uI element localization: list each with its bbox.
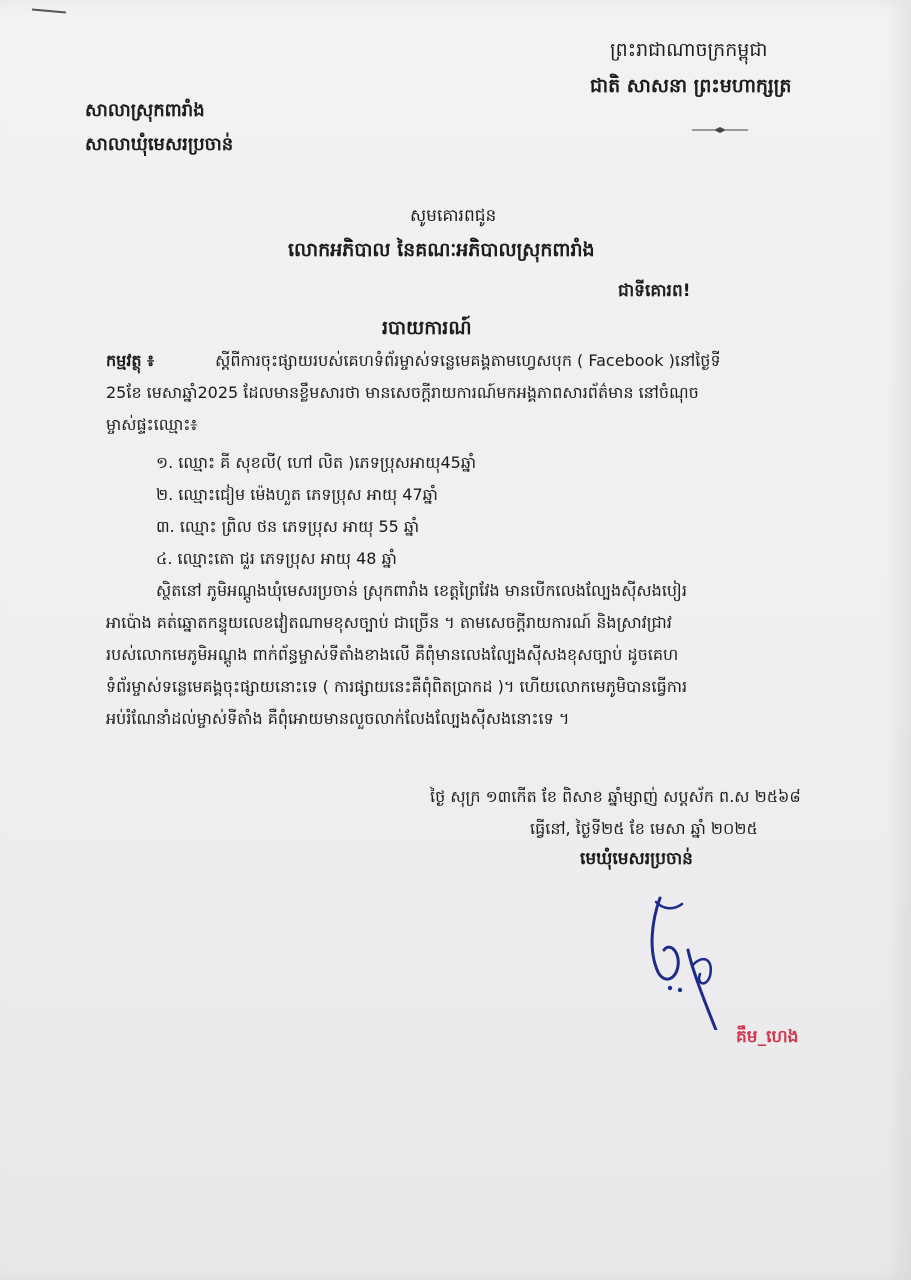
commune-office: សាលាឃុំមេសរប្រចាន់ xyxy=(85,134,234,155)
recipient-suffix: ជាទីគោរព! xyxy=(618,281,691,301)
body-paragraph-line: អប់រំណែនាំដល់ម្ចាស់ទីតាំង គឺពុំអោយមានលួចលាក់លែងល្បែងស៊ីសងនោះទេ ។ xyxy=(106,709,570,728)
issue-date: ធ្វើនៅ, ថ្ងៃទី២៥ ខែ មេសា ឆ្នាំ ២០២៥ xyxy=(530,819,758,838)
subject-label: កម្មវត្ថុ ៖ xyxy=(106,351,155,370)
body-paragraph-line: អាប៉ោង គត់ឆ្នោតកន្ទុយលេខវៀតណាមខុសច្បាប់ ជាច្រើន ។ តាមសេចក្តីរាយការណ៍ និងស្រាវជ្រាវ xyxy=(106,613,672,632)
person-item: ៤. ឈ្មោះតោ ជួរ ភេទប្រុស អាយុ 48 ឆ្នាំ xyxy=(156,549,397,568)
subject-row xyxy=(106,350,721,374)
ornament-divider xyxy=(690,120,750,139)
national-motto: ជាតិ សាសនា ព្រះមហាក្សត្រ xyxy=(590,75,792,97)
person-item: ២. ឈ្មោះជៀម ម៉េងហួត ភេទប្រុស អាយុ 47ឆ្នាំ xyxy=(156,485,438,504)
handwritten-signature xyxy=(630,880,740,1034)
body-paragraph-line: របស់លោកមេភូមិអណ្តូង ពាក់ព័ន្ធម្ចាស់ទីតាំងខាងលើ គឺពុំមានលេងល្បែងស៊ីសងខុសច្បាប់ ដូចគេហ xyxy=(106,645,679,664)
subject-text-line: 25ខែ មេសាឆ្នាំ2025 ដែលមានខ្លឹមសារថា មានសេចក្តីរាយការណ៍មកអង្គភាពសារព័ត៌មាន នៅចំណុច xyxy=(106,383,699,402)
kingdom-title: ព្រះរាជាណាចក្រកម្ពុជា xyxy=(610,39,768,61)
person-item: ៣. ឈ្មោះ ព្រិល ថន ភេទប្រុស អាយុ 55 ឆ្នាំ xyxy=(156,517,420,536)
lunar-date: ថ្ងៃ សុក្រ ១៣កើត ខែ ពិសាខ ឆ្នាំម្សាញ់ សប្តស័ក ព.ស ២៥៦៨ xyxy=(430,787,801,806)
signer-name: គឹម_ហេង xyxy=(736,1027,799,1047)
district-office: សាលាស្រុកពារាំង xyxy=(85,100,205,121)
body-paragraph-line: ស្ថិតនៅ ភូមិអណ្តូងឃុំមេសរប្រចាន់ ស្រុកពារាំង ខេត្តព្រៃវែង មានបើកលេងល្បែងស៊ីសងបៀរ xyxy=(156,581,687,600)
report-title: របាយការណ៍ xyxy=(382,317,472,339)
subject-text-line: ម្ចាស់ផ្ទះឈ្មោះ៖ xyxy=(106,415,198,434)
pen-mark xyxy=(32,9,66,14)
salutation: សូមគោរពជូន xyxy=(410,206,497,226)
subject-text: ស្តីពីការចុះផ្សាយរបស់គេហទំព័រម្ចាស់ទន្លេមេគង្គតាមហ្វេសបុក ( Facebook )នៅថ្ងៃទី xyxy=(215,351,721,370)
signer-title: មេឃុំមេសរប្រចាន់ xyxy=(580,849,693,869)
body-paragraph-line: ទំព័រម្ចាស់ទន្លេមេគង្គចុះផ្សាយនោះទេ ( ការផ្សាយនេះគឺពុំពិតប្រាកដ )។ ហើយលោកមេភូមិបានធ្វើការ xyxy=(106,677,688,696)
recipient: លោកអភិបាល នៃគណៈអភិបាលស្រុកពារាំង xyxy=(288,239,595,261)
person-item: ១. ឈ្មោះ គី សុខលី( ហៅ លិត )ភេទប្រុសអាយុ45ឆ្នាំ xyxy=(156,453,477,472)
